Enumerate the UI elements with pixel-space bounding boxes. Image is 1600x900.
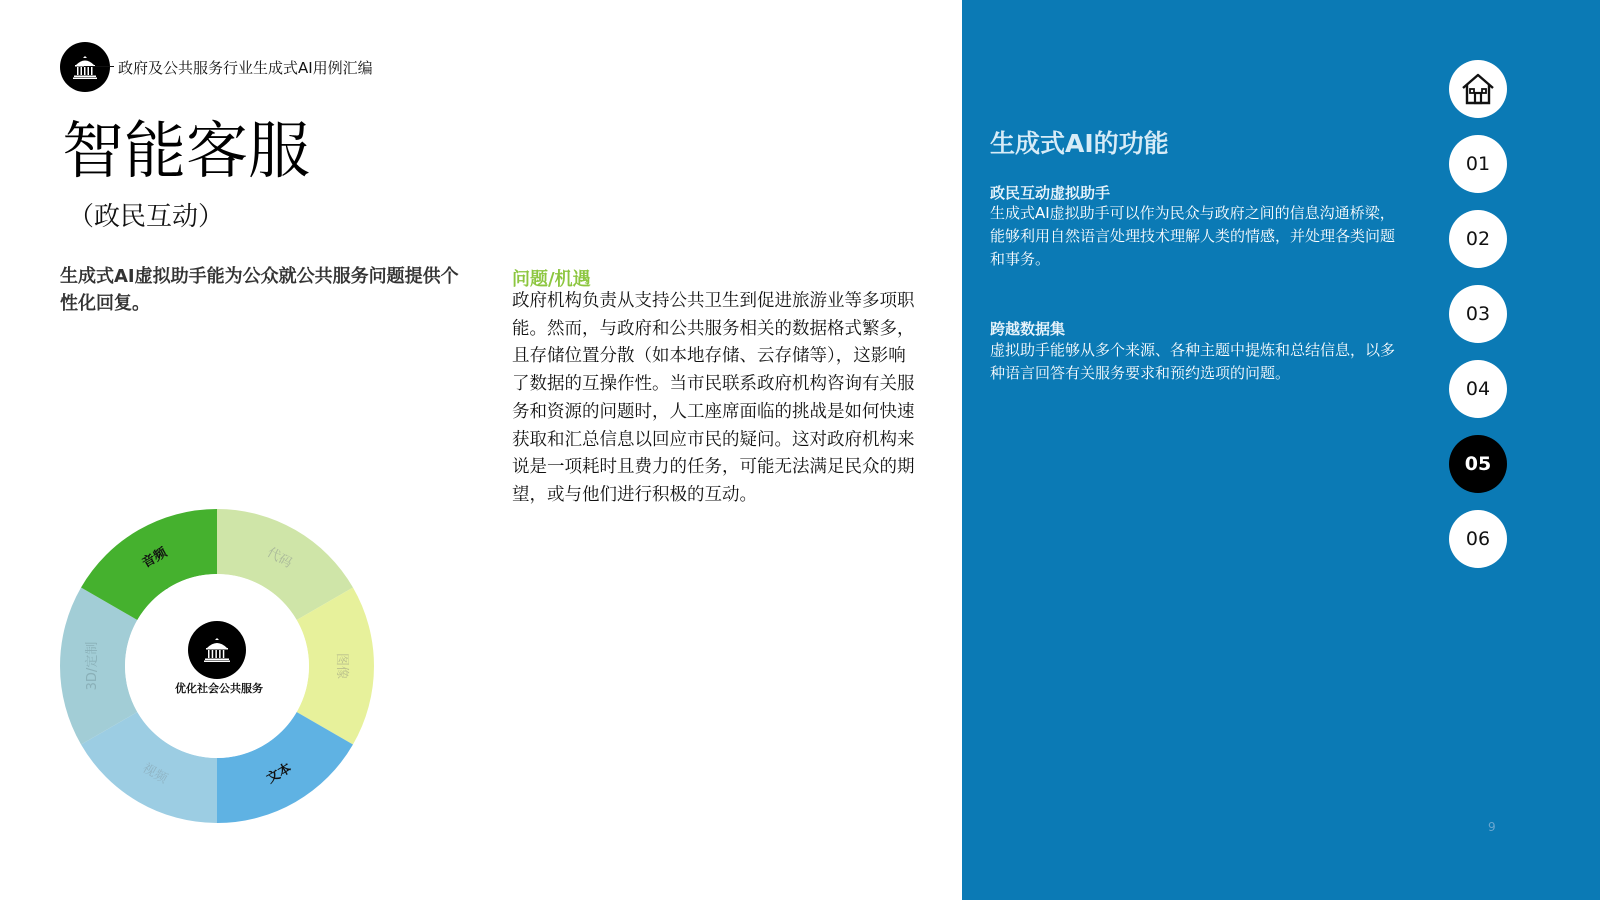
- wheel-label-0: 代码: [264, 545, 295, 572]
- wheel-label-5: 音频: [139, 545, 170, 572]
- wheel-label-2: 文本: [264, 760, 295, 787]
- capability-wheel: [50, 500, 390, 840]
- feature-heading-assistant: 政民互动虚拟助手: [990, 184, 1111, 202]
- panel-title: 生成式AI的功能: [990, 129, 1169, 158]
- nav-item-04[interactable]: 04: [1449, 360, 1507, 418]
- nav-item-02[interactable]: 02: [1449, 210, 1507, 268]
- wheel-label-1: 图像: [334, 652, 349, 680]
- nav-item-06[interactable]: 06: [1449, 510, 1507, 568]
- wheel-center-logo: [188, 621, 246, 679]
- problem-heading: 问题/机遇: [512, 269, 591, 290]
- wheel-label-4: 3D/定制: [85, 641, 100, 691]
- government-building-icon: [70, 52, 100, 82]
- intro-text: 生成式AI虚拟助手能为公众就公共服务问题提供个性化回复。: [60, 266, 459, 314]
- page-title: 智能客服: [62, 114, 311, 187]
- nav-item-05[interactable]: 05: [1449, 435, 1507, 493]
- nav-item-03[interactable]: 03: [1449, 285, 1507, 343]
- problem-body: 政府机构负责从支持公共卫生到促进旅游业等多项职能。然而，与政府和公共服务相关的数据格式繁多，且存储位置分散（如本地存储、云存储等），这影响了数据的互操作性。当市民联系政府机构咨询有关服务和资源的问题时，人工座席面临的挑战是如何快速获取和汇总信息以回应市民的疑问。这对政府机构来说是一项耗时且费力的任务，可能无法满足民众的期望，或与他们进行积极的互动。: [512, 291, 915, 505]
- wheel-center-label: 优化社会公共服务: [175, 682, 263, 695]
- nav-home-button[interactable]: [1449, 60, 1507, 118]
- nav-item-01[interactable]: 01: [1449, 135, 1507, 193]
- wheel-label-3: 视频: [139, 760, 170, 787]
- feature-body-datasets: 虚拟助手能够从多个来源、各种主题中提炼和总结信息，以多种语言回答有关服务要求和预约选项的问题。: [990, 341, 1396, 382]
- home-icon: [1459, 71, 1497, 107]
- header-logo: [60, 42, 110, 92]
- header-divider: [84, 66, 114, 67]
- page-number: 9: [1488, 820, 1496, 834]
- feature-body-assistant: 生成式AI虚拟助手可以作为民众与政府之间的信息沟通桥梁，能够利用自然语言处理技术理解人类的情感，并处理各类问题和事务。: [990, 204, 1396, 268]
- feature-heading-datasets: 跨越数据集: [990, 320, 1066, 338]
- header-title: 政府及公共服务行业生成式AI用例汇编: [118, 59, 373, 77]
- page-subtitle: （政民互动）: [68, 202, 225, 232]
